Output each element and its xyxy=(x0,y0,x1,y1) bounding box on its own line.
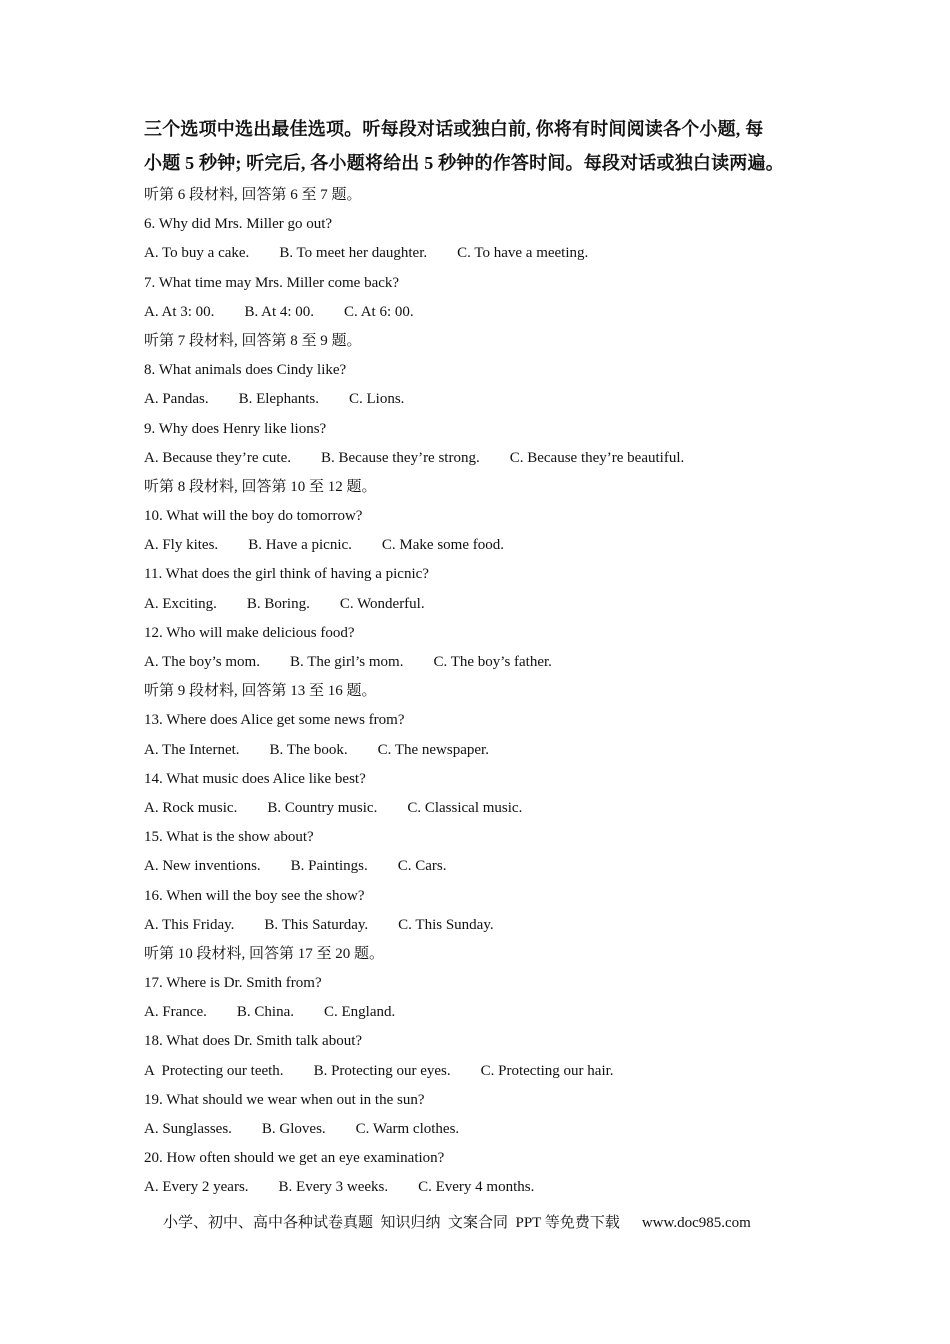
instructions xyxy=(144,112,824,180)
question-text: 19. What should we wear when out in the sun? xyxy=(144,1091,425,1108)
answer-option: C. Wonderful. xyxy=(339,595,425,612)
section-heading: 听第 10 段材料, 回答第 17 至 20 题。 xyxy=(144,945,385,962)
footer xyxy=(163,1212,751,1234)
answer-option: B. China. xyxy=(236,1004,294,1021)
answer-options xyxy=(144,590,824,619)
question-text: 17. Where is Dr. Smith from? xyxy=(144,975,322,992)
section-heading: 听第 8 段材料, 回答第 10 至 12 题。 xyxy=(144,478,377,495)
instructions-line-2: 小题 5 秒钟; 听完后, 各小题将给出 5 秒钟的作答时间。每段对话或独白读两遍。 xyxy=(144,153,784,173)
answer-options xyxy=(144,1173,824,1202)
answer-option: A. Sunglasses. xyxy=(144,1121,232,1137)
answer-option: C. Cars. xyxy=(397,858,447,875)
answer-option: A. The boy’s mom. xyxy=(144,654,260,670)
question-text: 13. Where does Alice get some news from? xyxy=(144,712,405,729)
answer-option: C. At 6: 00. xyxy=(344,303,414,320)
question-text: 6. Why did Mrs. Miller go out? xyxy=(144,216,333,233)
question-text: 10. What will the boy do tomorrow? xyxy=(144,508,363,525)
answer-option: A. Because they’re cute. xyxy=(144,449,292,466)
answer-option: B. The girl’s mom. xyxy=(289,654,404,670)
answer-option: B. To meet her daughter. xyxy=(279,245,428,262)
answer-options xyxy=(144,531,824,560)
answer-options xyxy=(144,298,824,327)
answer-option: B. Gloves. xyxy=(261,1121,326,1137)
question-text: 16. When will the boy see the show? xyxy=(144,887,365,904)
answer-option: B. Paintings. xyxy=(290,858,368,875)
answer-option: C. The newspaper. xyxy=(377,741,489,758)
answer-option: C. Because they’re beautiful. xyxy=(509,449,685,466)
answer-options xyxy=(144,736,824,765)
answer-option: A Protecting our teeth. xyxy=(144,1062,284,1079)
answer-option: A. Rock music. xyxy=(144,799,238,816)
answer-option: B. Every 3 weeks. xyxy=(278,1179,389,1196)
answer-option: C. Protecting our hair. xyxy=(480,1062,614,1079)
question-list xyxy=(144,181,824,1203)
answer-option: C. This Sunday. xyxy=(398,916,494,933)
question-text: 18. What does Dr. Smith talk about? xyxy=(144,1033,363,1050)
answer-option: A. Pandas. xyxy=(144,391,209,408)
answer-option: C. Make some food. xyxy=(381,537,504,554)
answer-option: C. The boy’s father. xyxy=(433,654,552,670)
answer-option: B. Country music. xyxy=(267,799,378,816)
question-text: 8. What animals does Cindy like? xyxy=(144,362,347,379)
answer-options xyxy=(144,648,824,677)
section-heading: 听第 7 段材料, 回答第 8 至 9 题。 xyxy=(144,332,362,349)
question-text: 12. Who will make delicious food? xyxy=(144,624,355,641)
answer-option: B. The book. xyxy=(269,741,348,758)
footer-site-link[interactable]: www.doc985.com xyxy=(641,1215,751,1231)
answer-options xyxy=(144,385,824,414)
answer-options xyxy=(144,998,824,1027)
answer-options xyxy=(144,444,824,473)
answer-option: A. At 3: 00. xyxy=(144,303,215,320)
answer-option: B. Protecting our eyes. xyxy=(313,1062,451,1079)
question-text: 11. What does the girl think of having a picnic? xyxy=(144,566,429,583)
answer-option: A. New inventions. xyxy=(144,858,261,875)
answer-option: A. Exciting. xyxy=(144,595,217,612)
answer-options xyxy=(144,1115,824,1144)
answer-options xyxy=(144,852,824,881)
answer-option: C. Every 4 months. xyxy=(418,1179,535,1196)
question-text: 9. Why does Henry like lions? xyxy=(144,420,327,437)
answer-option: B. This Saturday. xyxy=(264,916,369,933)
answer-option: A. France. xyxy=(144,1004,207,1021)
answer-option: B. Have a picnic. xyxy=(248,537,352,554)
answer-option: B. Because they’re strong. xyxy=(321,449,480,466)
answer-option: B. Boring. xyxy=(246,595,310,612)
answer-options xyxy=(144,1057,824,1086)
answer-option: C. Lions. xyxy=(348,391,405,408)
instructions-line-1: 三个选项中选出最佳选项。听每段对话或独白前, 你将有时间阅读各个小题, 每 xyxy=(144,119,764,139)
answer-option: A. The Internet. xyxy=(144,741,240,758)
exam-page xyxy=(144,112,824,1203)
answer-option: C. Classical music. xyxy=(407,799,523,816)
answer-option: C. To have a meeting. xyxy=(457,245,589,262)
answer-option: A. To buy a cake. xyxy=(144,245,250,262)
answer-options xyxy=(144,239,824,268)
answer-option: B. At 4: 00. xyxy=(244,303,315,320)
footer-text: 小学、初中、高中各种试卷真题 知识归纳 文案合同 PPT 等免费下载 xyxy=(163,1215,620,1231)
answer-options xyxy=(144,911,824,940)
question-text: 7. What time may Mrs. Miller come back? xyxy=(144,274,400,291)
answer-option: A. Every 2 years. xyxy=(144,1179,249,1196)
question-text: 15. What is the show about? xyxy=(144,829,314,846)
answer-option: C. Warm clothes. xyxy=(355,1121,460,1137)
question-text: 20. How often should we get an eye examination? xyxy=(144,1150,445,1167)
answer-option: B. Elephants. xyxy=(238,391,319,408)
section-heading: 听第 9 段材料, 回答第 13 至 16 题。 xyxy=(144,683,377,700)
answer-options xyxy=(144,794,824,823)
section-heading: 听第 6 段材料, 回答第 6 至 7 题。 xyxy=(144,187,362,203)
answer-option: A. This Friday. xyxy=(144,916,235,933)
question-text: 14. What music does Alice like best? xyxy=(144,770,366,787)
answer-option: A. Fly kites. xyxy=(144,537,219,554)
answer-option: C. England. xyxy=(324,1004,396,1021)
